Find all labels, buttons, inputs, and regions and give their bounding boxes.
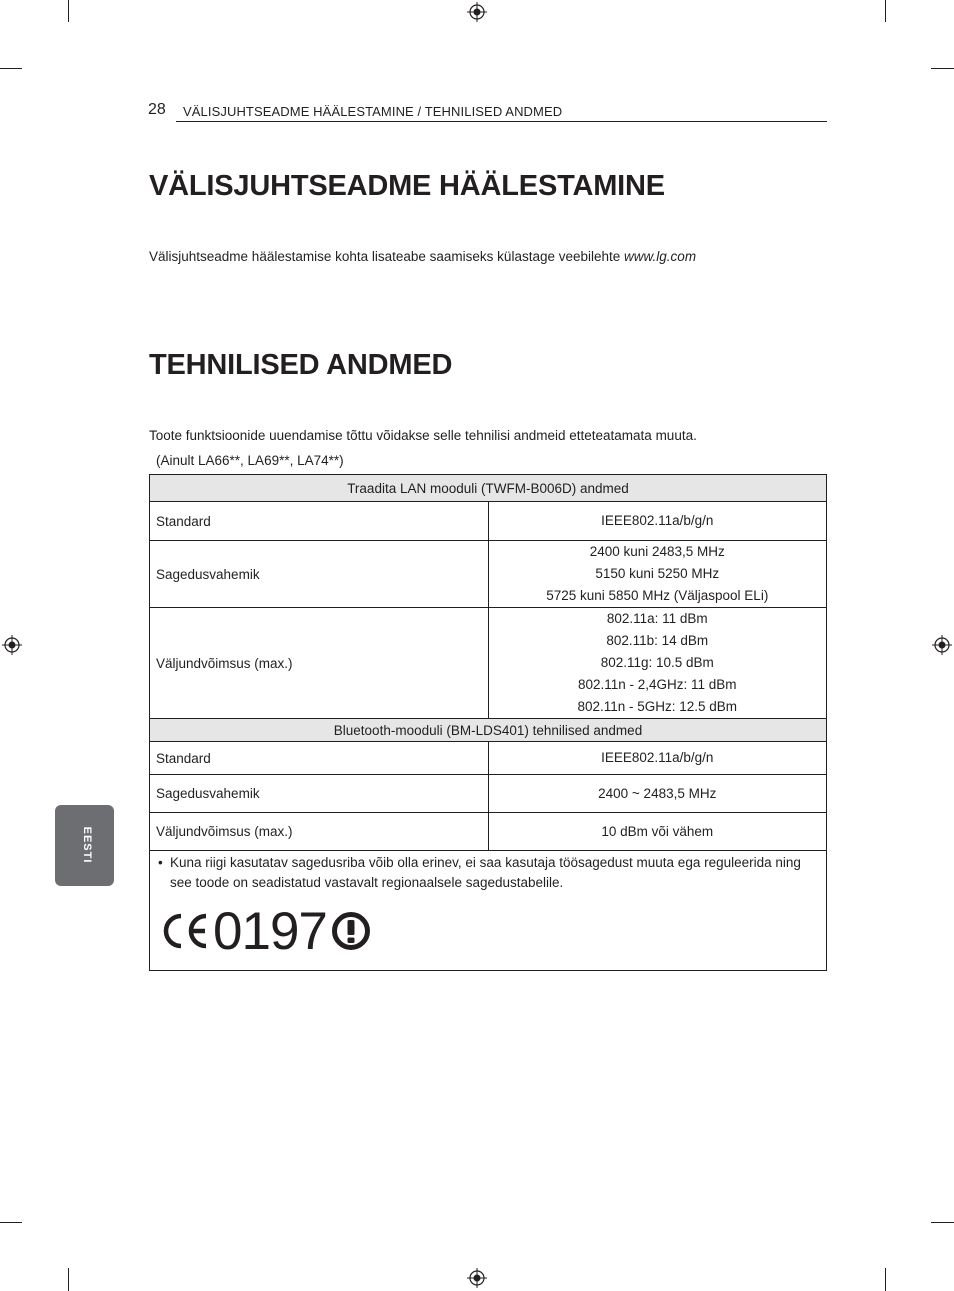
notified-body-number: 0197 (213, 901, 327, 961)
registration-mark-icon (467, 2, 487, 22)
value-line: 5725 kuni 5850 MHz (Väljaspool ELi) (546, 588, 769, 603)
value-line: 802.11n - 5GHz: 12.5 dBm (577, 699, 738, 714)
row-label: Standard (150, 502, 489, 541)
value-line: 5150 kuni 5250 MHz (595, 566, 720, 581)
row-value (488, 608, 827, 719)
table-row (150, 775, 827, 813)
row-label: Väljundvõimsus (max.) (150, 813, 489, 851)
remote-setup-text (149, 249, 696, 264)
alert-class2-icon (331, 911, 371, 951)
row-value: IEEE802.11a/b/g/n (488, 742, 827, 775)
running-title: VÄLISJUHTSEADME HÄÄLESTAMINE / TEHNILISED ANDMED (183, 104, 563, 119)
ce-mark-icon (159, 910, 211, 952)
note-text: Kuna riigi kasutatav sagedusriba võib olla erinev, ei saa kasutaja töösagedust muuta ega reguleerida ning see toode on seadistatud vastavalt regionaalsele sagedustabelile. (170, 855, 801, 890)
bluetooth-module-header: Bluetooth-mooduli (BM-LDS401) tehnilised andmed (150, 719, 827, 742)
row-label: Väljundvõimsus (max.) (150, 608, 489, 719)
spec-intro-text: Toote funktsioonide uuendamise tõttu võidakse selle tehnilisi andmeid etteteatamata muuta. (149, 428, 697, 443)
language-tab (55, 805, 114, 886)
note-cell (150, 851, 827, 971)
table-header-row (150, 719, 827, 742)
row-label: Sagedusvahemik (150, 775, 489, 813)
crop-mark (0, 1222, 22, 1223)
value-line: 802.11n - 2,4GHz: 11 dBm (577, 677, 737, 692)
table-row (150, 742, 827, 775)
crop-mark (885, 0, 886, 22)
row-label: Sagedusvahemik (150, 541, 489, 608)
registration-mark-icon (2, 635, 22, 655)
crop-mark (931, 1222, 954, 1223)
crop-mark (68, 0, 69, 22)
table-row (150, 502, 827, 541)
section-title-remote: VÄLISJUHTSEADME HÄÄLESTAMINE (149, 170, 665, 202)
value-line: 802.11a: 11 dBm (606, 611, 708, 626)
value-line: IEEE802.11a/b/g/n (601, 513, 714, 528)
row-label: Standard (150, 742, 489, 775)
row-value (488, 541, 827, 608)
table-row (150, 608, 827, 719)
value-line: 802.11b: 14 dBm (606, 633, 709, 648)
crop-mark (0, 68, 22, 69)
ce-marking (150, 893, 826, 959)
table-row (150, 813, 827, 851)
registration-mark-icon (932, 635, 952, 655)
bullet: • (158, 855, 163, 870)
crop-mark (885, 1268, 886, 1291)
row-value (488, 502, 827, 541)
frequency-note (150, 851, 826, 893)
lg-website-link[interactable]: www.lg.com (624, 249, 697, 264)
page-number: 28 (148, 101, 166, 118)
lan-module-header: Traadita LAN mooduli (TWFM-B006D) andmed (150, 475, 827, 502)
table-row (150, 541, 827, 608)
header-rule (176, 121, 827, 122)
remote-setup-sentence: Välisjuhtseadme häälestamise kohta lisateabe saamiseks külastage veebilehte (149, 249, 621, 264)
language-tab-label: EESTI (81, 826, 93, 864)
registration-mark-icon (467, 1268, 487, 1288)
value-line: 2400 kuni 2483,5 MHz (589, 544, 725, 559)
model-note: (Ainult LA66**, LA69**, LA74**) (156, 453, 344, 468)
crop-mark (68, 1268, 69, 1291)
table-note-row (150, 851, 827, 971)
value-line: 802.11g: 10.5 dBm (600, 655, 714, 670)
row-value: 10 dBm või vähem (488, 813, 827, 851)
table-header-row (150, 475, 827, 502)
crop-mark (931, 68, 954, 69)
row-value: 2400 ~ 2483,5 MHz (488, 775, 827, 813)
section-title-specifications: TEHNILISED ANDMED (149, 349, 453, 381)
spec-table (149, 474, 827, 971)
